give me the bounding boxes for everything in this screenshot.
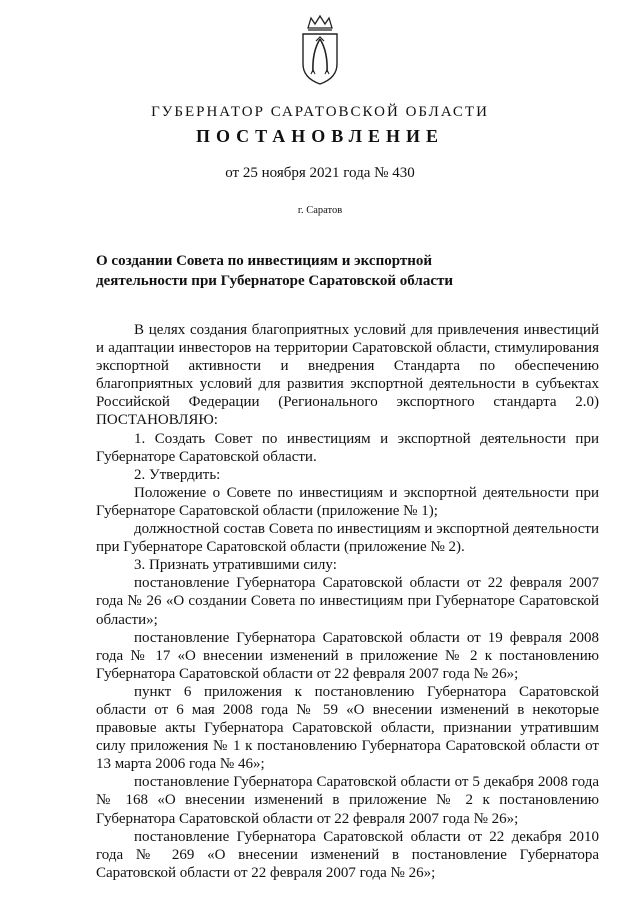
issuer-heading: ГУБЕРНАТОР САРАТОВСКОЙ ОБЛАСТИ	[151, 104, 489, 120]
clause-3: 3. Признать утратившими силу:	[134, 557, 337, 574]
clause-3-item: пункт 6 приложения к постановлению Губернатора Саратовской области от 6 мая 2008 года № 59 «О внесении изменений в некоторые правовые акты Губернатора Саратовской области, признании утратившим силу приложения № 1 к постановлению Губернатора Саратовской области от 13 марта 2006 года № 46»;	[96, 683, 599, 773]
document-type-title: ПОСТАНОВЛЕНИЕ	[195, 126, 445, 146]
coat-of-arms-icon	[298, 14, 342, 86]
decree-body	[96, 321, 599, 882]
clause-3-item: постановление Губернатора Саратовской области от 22 декабря 2010 года № 269 «О внесении изменений в постановление Губернатора Саратовской области от 22 февраля 2007 года № 26»;	[96, 828, 599, 881]
preamble-paragraph: В целях создания благоприятных условий для привлечения инвестиций и адаптации инвесторов на территории Саратовской области, стимулирования экспортной активности и внедрения Стандарта по обеспечению благоприятных условий для развития экспортной деятельности в субъектах Российской Федерации (Регионального экспортного стандарта 2.0) ПОСТАНОВЛЯЮ:	[96, 322, 599, 429]
clause-2-item: должностной состав Совета по инвестициям и экспортной деятельности при Губернаторе Саратовской области (приложение № 2).	[96, 521, 599, 556]
clause-2: 2. Утвердить:	[134, 466, 221, 483]
date-and-number: от 25 ноября 2021 года № 430	[225, 165, 415, 181]
clause-3-item: постановление Губернатора Саратовской области от 5 декабря 2008 года № 168 «О внесении изменений в приложение № 2 к постановлению Губернатора Саратовской области от 22 февраля 2007 года № 26»;	[96, 774, 599, 827]
clause-2-item: Положение о Совете по инвестициям и экспортной деятельности при Губернаторе Саратовской области (приложение № 1);	[96, 484, 599, 519]
clause-3-item: постановление Губернатора Саратовской области от 19 февраля 2008 года № 17 «О внесении изменений в приложение № 2 к постановлению Губернатора Саратовской области от 22 февраля 2007 года № 26»;	[96, 629, 599, 682]
decree-subject: О создании Совета по инвестициям и экспортной деятельности при Губернаторе Саратовской области	[96, 253, 453, 289]
city-label: г. Саратов	[297, 205, 343, 216]
clause-3-item: постановление Губернатора Саратовской области от 22 февраля 2007 года № 26 «О создании Совета по инвестициям при Губернаторе Саратовской области»;	[96, 575, 599, 628]
clause-1: 1. Создать Совет по инвестициям и экспортной деятельности при Губернаторе Саратовской области.	[96, 430, 599, 465]
